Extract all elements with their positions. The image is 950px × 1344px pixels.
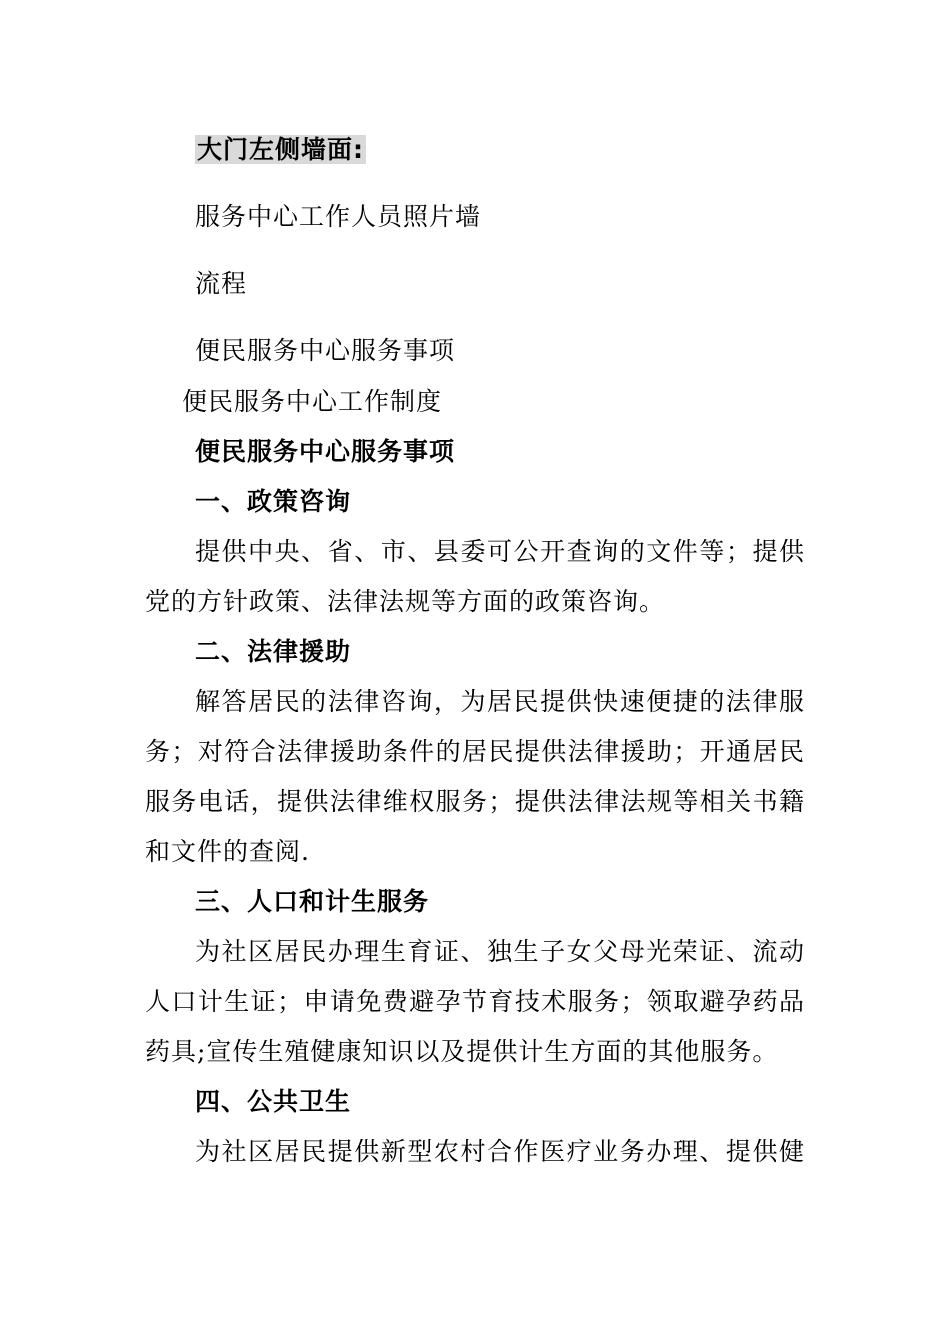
paragraph-line: 为社区居民办理生育证、独生子女父母光荣证、流动 (195, 937, 805, 966)
section-heading-policy: 一、政策咨询 (195, 487, 352, 516)
paragraph-line: 药具;宣传生殖健康知识以及提供计生方面的其他服务。 (145, 1037, 779, 1066)
wall-item-service-items: 便民服务中心服务事项 (195, 336, 456, 365)
paragraph-line: 务；对符合法律援助条件的居民提供法律援助；开通居民 (145, 737, 805, 766)
wall-item-photo-wall: 服务中心工作人员照片墙 (195, 202, 482, 231)
section-heading-public-health: 四、公共卫生 (195, 1087, 352, 1116)
paragraph-line: 解答居民的法律咨询，为居民提供快速便捷的法律服 (195, 687, 805, 716)
paragraph-line: 提供中央、省、市、县委可公开查询的文件等；提供 (195, 537, 805, 566)
document-title: 便民服务中心服务事项 (195, 437, 456, 466)
paragraph-line: 为社区居民提供新型农村合作医疗业务办理、提供健 (195, 1137, 805, 1166)
wall-item-work-rules: 便民服务中心工作制度 (182, 387, 443, 416)
highlighted-heading-text: 大门左侧墙面: (197, 135, 364, 164)
paragraph-line: 人口计生证；申请免费避孕节育技术服务；领取避孕药品 (145, 987, 805, 1016)
section-heading-legal-aid: 二、法律援助 (195, 637, 352, 666)
wall-heading (195, 134, 366, 166)
wall-item-process: 流程 (195, 269, 248, 298)
section-heading-population-family-planning: 三、人口和计生服务 (195, 887, 430, 916)
paragraph-line: 和文件的查阅. (145, 837, 310, 866)
paragraph-line: 党的方针政策、法律法规等方面的政策咨询。 (145, 587, 666, 616)
paragraph-line: 服务电话，提供法律维权服务；提供法律法规等相关书籍 (145, 787, 805, 816)
